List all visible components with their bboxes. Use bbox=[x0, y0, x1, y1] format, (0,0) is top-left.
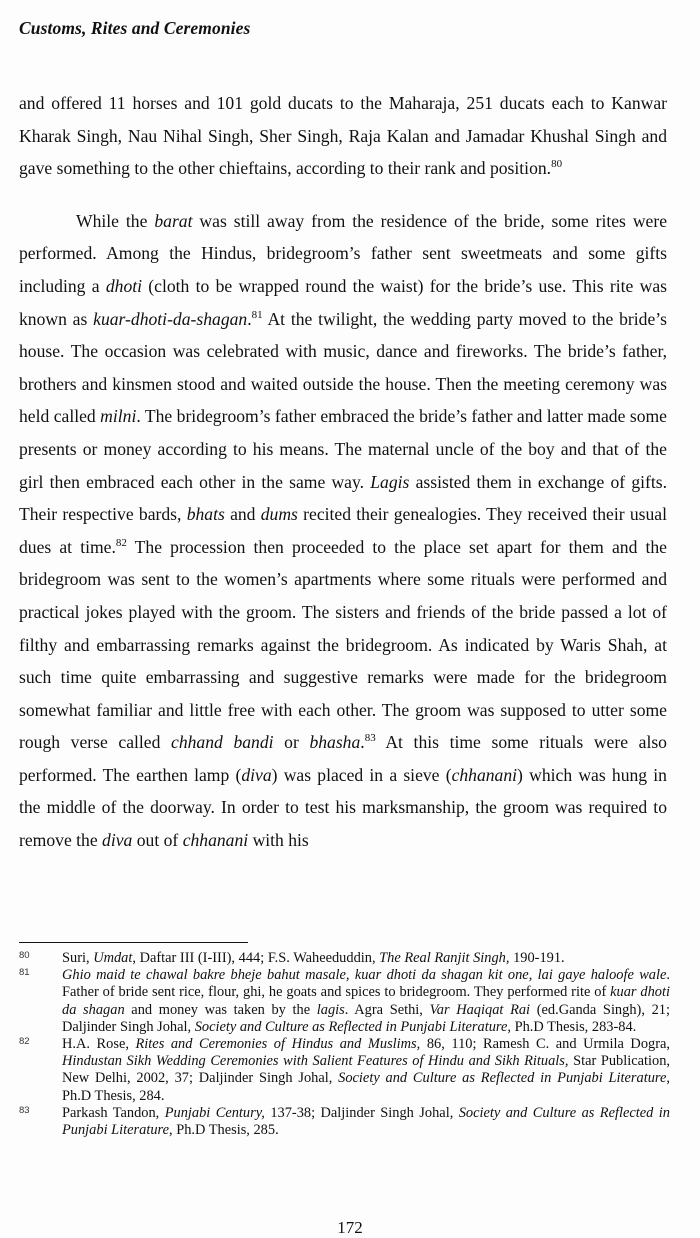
text-run: assisted them in exchange of gifts. Their respective bards, bbox=[19, 471, 668, 525]
footnote-separator bbox=[19, 942, 248, 943]
footnote-number: 80 bbox=[19, 950, 30, 961]
italic-term: diva bbox=[102, 830, 133, 851]
footnote-number: 81 bbox=[19, 967, 30, 979]
italic-title: Rites and Ceremonies of Hindus and Muslims, bbox=[135, 1036, 421, 1053]
text-run: The procession then proceeded to the place set apart for them and the bridegroom was sent to the women’s apartments where some rituals were performed and practical jokes played with the groom. The sisters and friends of the bride passed a lot of filthy and embarrassing remarks against the bridegroom. As indicated by Waris Shah, at such time quite embarrassing and suggestive remarks were made for the bridegroom somewhat familiar and little free with each other. The groom was supposed to utter some rough verse called bbox=[19, 536, 667, 753]
footnote-80 bbox=[19, 950, 670, 967]
footnote-ref-81[interactable]: 81 bbox=[251, 308, 263, 321]
footnotes bbox=[19, 950, 670, 1139]
italic-title: Punjabi Century, bbox=[164, 1104, 265, 1121]
paragraph-barat bbox=[19, 205, 667, 857]
italic-title: The Real Ranjit Singh, bbox=[379, 950, 510, 966]
text-run: (cloth to be wrapped round the waist) for the bride’s use. This rite was known as bbox=[19, 275, 667, 329]
text-run: or bbox=[273, 732, 310, 753]
text-run: While the bbox=[76, 210, 155, 231]
text-run: Star Publication, New Delhi, 2002, 37; Daljinder Singh Johal, bbox=[62, 1053, 670, 1087]
footnote-82 bbox=[19, 1036, 670, 1105]
text-run: 137-38; Daljinder Singh Johal, bbox=[264, 1104, 459, 1121]
footnote-text bbox=[62, 1105, 670, 1139]
text-run: . Father of bride sent rice, flour, ghi, he goats and spices to bridegroom. They performed rite of bbox=[62, 967, 670, 1001]
footnote-ref-82[interactable]: 82 bbox=[115, 536, 127, 549]
text-run: 86, 110; Ramesh C. and Urmila Dogra, bbox=[420, 1036, 670, 1053]
italic-term: Lagis bbox=[370, 471, 410, 492]
italic-term: milni bbox=[100, 406, 137, 427]
text-run: . The bridegroom’s father embraced the bride’s father and latter made some presents or money according to his means. The maternal uncle of the boy and that of the girl then embraced each other in the same way. bbox=[19, 406, 667, 492]
footnote-number: 83 bbox=[19, 1104, 30, 1116]
italic-title: Umdat bbox=[93, 950, 133, 966]
text-run: with his bbox=[248, 830, 309, 851]
italic-title: lagis bbox=[316, 1001, 345, 1018]
footnote-81 bbox=[19, 967, 670, 1036]
text-run: , Ph.D Thesis, 284. bbox=[62, 1070, 670, 1104]
text-run: . Agra Sethi, bbox=[344, 1001, 430, 1018]
italic-term: chhand bandi bbox=[171, 732, 274, 753]
body-text bbox=[19, 87, 667, 857]
text-run: , Ph.D Thesis, 283-84. bbox=[507, 1018, 637, 1035]
text-run: Suri, bbox=[62, 950, 94, 966]
italic-term: bhasha bbox=[309, 732, 361, 753]
text-run: . bbox=[247, 308, 252, 329]
text-run: and offered 11 horses and 101 gold ducats to the Maharaja, 251 ducats each to Kanwar Kharak Singh, Nau Nihal Singh, Sher Singh, Raja Kalan and Jamadar Khushal Singh and gave something to the other chieftains, according to their rank and position. bbox=[19, 93, 667, 179]
italic-term: bhats bbox=[186, 504, 225, 525]
footnote-text bbox=[62, 1036, 670, 1105]
page-number: 172 bbox=[337, 1218, 363, 1237]
text-run: ) was placed in a sieve ( bbox=[271, 764, 452, 785]
italic-title: Society and Culture as Reflected in Punjabi Literature bbox=[338, 1070, 667, 1087]
text-run: ) which was hung in the middle of the doorway. In order to test his marksmanship, the groom was required to remove the bbox=[19, 764, 667, 851]
italic-title: Society and Culture as Reflected in Punjabi Literature bbox=[62, 1104, 670, 1139]
italic-title: Var Haqiqat Rai bbox=[429, 1001, 531, 1018]
footnote-ref-80[interactable]: 80 bbox=[551, 158, 563, 171]
italic-term: dhoti bbox=[105, 275, 143, 296]
text-run: recited their genealogies. They received their usual dues at time. bbox=[19, 504, 668, 557]
italic-term: barat bbox=[154, 210, 193, 231]
footnote-text bbox=[62, 950, 670, 967]
text-run: out of bbox=[132, 830, 183, 851]
italic-title: Society and Culture as Reflected in Punjabi Literature bbox=[194, 1018, 508, 1035]
italic-term: dums bbox=[260, 504, 298, 525]
italic-term: chhanani bbox=[182, 830, 249, 851]
text-run: H.A. Rose, bbox=[62, 1036, 136, 1053]
footnote-number: 82 bbox=[19, 1036, 30, 1048]
paragraph-continuation bbox=[19, 87, 667, 185]
text-run: (ed.Ganda Singh), 21; Daljinder Singh Johal, bbox=[62, 1001, 670, 1035]
text-run: and money was taken by the bbox=[124, 1001, 317, 1018]
italic-title: Hindustan Sikh Wedding Ceremonies with Salient Features of Hindu and Sikh Rituals, bbox=[62, 1053, 569, 1070]
italic-term: chhanani bbox=[451, 764, 518, 785]
text-run: was still away from the residence of the bride, some rites were performed. Among the Hindus, bridegroom’s father sent sweetmeats and some gifts including a bbox=[19, 210, 668, 296]
text-run: and bbox=[224, 504, 261, 525]
text-run: , Ph.D Thesis, 285. bbox=[169, 1122, 279, 1139]
text-run: , Daftar III (I-III), 444; F.S. Waheeduddin, bbox=[132, 950, 380, 966]
running-head: Customs, Rites and Ceremonies bbox=[19, 18, 251, 38]
italic-term: kuar-dhoti-da-shagan bbox=[93, 308, 248, 329]
italic-title: kuar dhoti da shagan bbox=[62, 984, 670, 1018]
text-run: Parkash Tandon, bbox=[62, 1104, 165, 1121]
text-run: 190-191. bbox=[509, 950, 565, 966]
text-run: . bbox=[360, 732, 365, 753]
italic-term: diva bbox=[241, 764, 272, 785]
text-run: At this time some rituals were also performed. The earthen lamp ( bbox=[19, 732, 667, 785]
italic-title: Ghio maid te chawal bakre bheje bahut masale, kuar dhoti da shagan kit one, lai gaye haloofe wale bbox=[62, 967, 667, 984]
footnote-83 bbox=[19, 1105, 670, 1139]
footnote-text bbox=[62, 967, 670, 1036]
footnote-ref-83[interactable]: 83 bbox=[364, 732, 376, 745]
text-run: At the twilight, the wedding party moved to the bride’s house. The occasion was celebrated with music, dance and fireworks. The bride’s father, brothers and kinsmen stood and waited outside the house. Then the meeting ceremony was held called bbox=[19, 308, 667, 427]
